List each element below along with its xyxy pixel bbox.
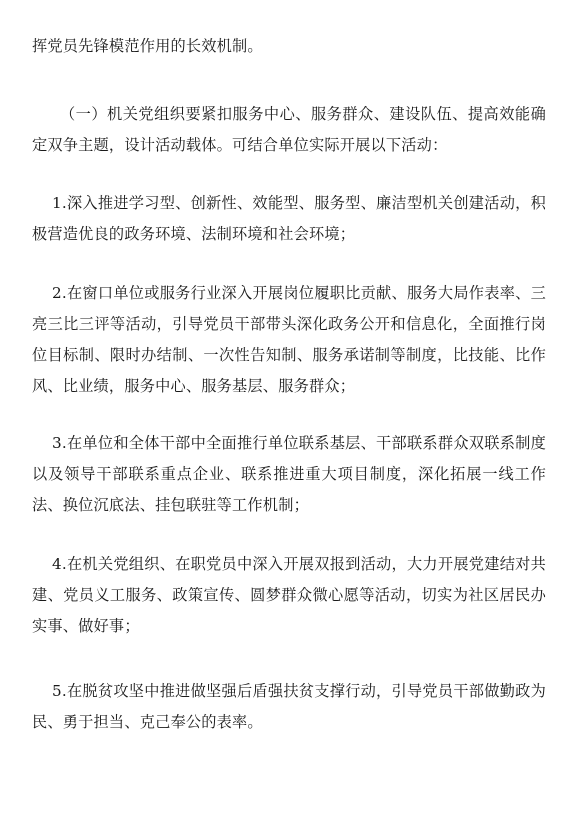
- list-item-4: 4.在机关党组织、在职党员中深入开展双报到活动，大力开展党建结对共建、党员义工服务、政策宣传、圆梦群众微心愿等活动，切实为社区居民办实事、做好事；: [32, 555, 546, 635]
- continuation-paragraph: 挥党员先锋模范作用的长效机制。: [32, 37, 263, 55]
- list-item-2: 2.在窗口单位或服务行业深入开展岗位履职比贡献、服务大局作表率、三亮三比三评等活动，引导党员干部带头深化政务公开和信息化，全面推行岗位目标制、限时办结制、一次性告知制、服务承诺制等制度，比技能、比作风、比业绩，服务中心、服务基层、服务群众；: [32, 284, 546, 395]
- list-item-3: 3.在单位和全体干部中全面推行单位联系基层、干部联系群众双联系制度以及领导干部联系重点企业、联系推进重大项目制度，深化拓展一线工作法、换位沉底法、挂包联驻等工作机制；: [32, 434, 546, 514]
- list-item-1: 1.深入推进学习型、创新性、效能型、服务型、廉洁型机关创建活动，积极营造优良的政务环境、法制环境和社会环境；: [32, 194, 546, 243]
- section-heading-paragraph: （一）机关党组织要紧扣服务中心、服务群众、建设队伍、提高效能确定双争主题，设计活动载体。可结合单位实际开展以下活动：: [32, 105, 546, 154]
- list-item-5: 5.在脱贫攻坚中推进做坚强后盾强扶贫支撑行动，引导党员干部做勤政为民、勇于担当、克己奉公的表率。: [32, 682, 546, 731]
